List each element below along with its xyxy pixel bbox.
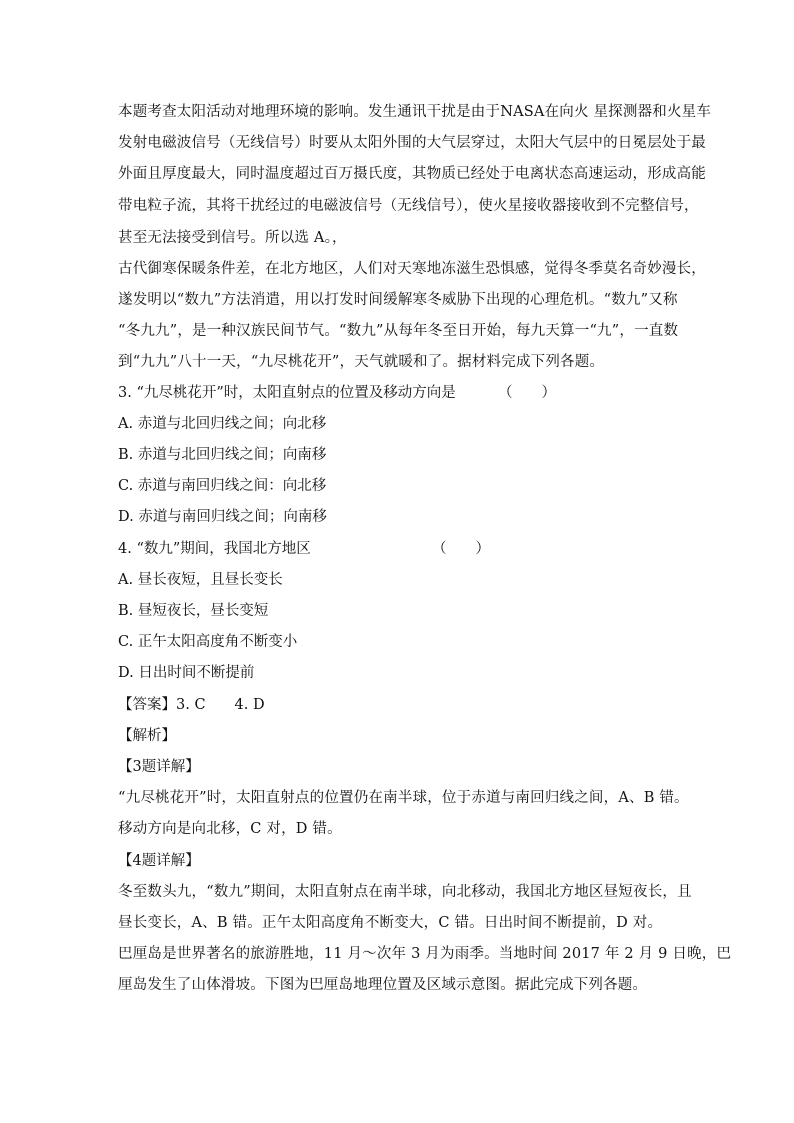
question4-option-d: D. 日出时间不断提前 <box>118 665 255 681</box>
q4-analysis-line: 昼长变长，A、B 错。正午太阳高度角不断变大，C 错。日出时间不断提前，D 对。 <box>118 915 663 931</box>
paragraph3-line: 厘岛发生了山体滑坡。下图为巴厘岛地理位置及区域示意图。据此完成下列各题。 <box>118 977 648 993</box>
question3-option-a: A. 赤道与北回归线之间；向北移 <box>118 416 327 432</box>
question3-option-b: B. 赤道与北回归线之间；向南移 <box>118 447 327 463</box>
paragraph3-line: 巴厘岛是世界著名的旅游胜地，11 月～次年 3 月为雨季。当地时间 2017 年 2 月 9 日晚，巴 <box>118 946 732 962</box>
question4-stem: 4. “数九”期间，我国北方地区 <box>118 541 311 557</box>
answer-line: 【答案】3. C 4. D <box>118 697 265 713</box>
question4-option-a: A. 昼长夜短，且昼长变长 <box>118 572 283 588</box>
paragraph1-line: 带电粒子流，其将干扰经过的电磁波信号（无线信号），使火星接收器接收到不完整信号， <box>118 198 699 214</box>
paragraph2-line: 遂发明以“数九”方法消遣，用以打发时间缓解寒冬威胁下出现的心理危机。“数九”又称 <box>118 292 678 308</box>
question3-option-d: D. 赤道与南回归线之间；向南移 <box>118 509 327 525</box>
paragraph1-line: 外面且厚度最大，同时温度超过百万摄氏度，其物质已经处于电离状态高速运动，形成高能 <box>118 166 706 182</box>
q3-analysis-line: “九尽桃花开”时，太阳直射点的位置仍在南半球，位于赤道与南回归线之间，A、B 错。 <box>118 790 689 806</box>
q3-analysis-line: 移动方向是向北移，C 对，D 错。 <box>118 821 342 837</box>
question4-answer-bracket: （ ） <box>432 541 490 557</box>
paragraph1-line: 发射电磁波信号（无线信号）时要从太阳外围的大气层穿过，太阳大气层中的日冕层处于最 <box>118 135 706 151</box>
analysis-heading: 【解析】 <box>118 728 176 744</box>
paragraph2-line: 古代御寒保暖条件差，在北方地区，人们对天寒地冻滋生恐惧感，觉得冬季莫名奇妙漫长， <box>118 261 706 277</box>
q4-analysis-line: 冬至数头九，“数九”期间，太阳直射点在南半球，向北移动，我国北方地区昼短夜长，且 <box>118 884 692 900</box>
paragraph1-line: 本题考查太阳活动对地理环境的影响。发生通讯干扰是由于NASA在向火 星探测器和火星车 <box>118 104 712 120</box>
paragraph1-line: 甚至无法接受到信号。所以选 A。， <box>118 230 347 246</box>
question3-stem: 3. “九尽桃花开”时，太阳直射点的位置及移动方向是 <box>118 385 456 401</box>
question3-answer-bracket: （ ） <box>498 385 556 401</box>
question4-option-b: B. 昼短夜长，昼长变短 <box>118 603 269 619</box>
question4-option-c: C. 正午太阳高度角不断变小 <box>118 634 298 650</box>
paragraph2-line: 到“九九”八十一天，“九尽桃花开”，天气就暖和了。据材料完成下列各题。 <box>118 354 605 370</box>
question3-option-c: C. 赤道与南回归线之间：向北移 <box>118 478 327 494</box>
paragraph2-line: “冬九九”，是一种汉族民间节气。“数九”从每年冬至日开始，每九天算一“九”，一直数 <box>118 323 679 339</box>
q3-analysis-heading: 【3题详解】 <box>118 759 200 775</box>
q4-analysis-heading: 【4题详解】 <box>118 853 200 869</box>
